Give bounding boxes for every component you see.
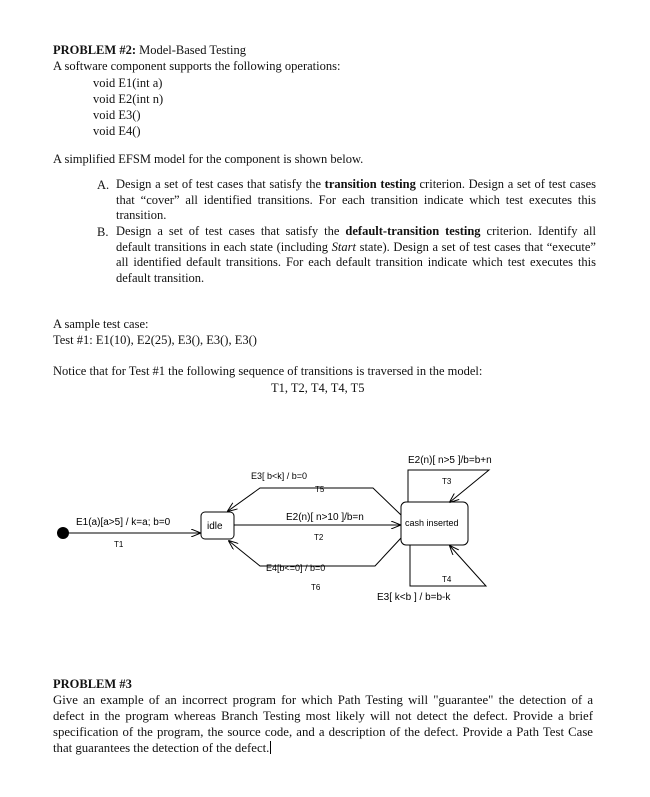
state-idle-label: idle [207,521,223,532]
transition-sequence: T1, T2, T4, T4, T5 [271,381,365,395]
problem3-text: Give an example of an incorrect program for which Path Testing will "guarantee" the detection of a defect in the program whereas Branch Testing most likely will not detect the defect. Provide a brief specification of the program, the source code, and a description of the defect. Provide a Path Test Case that guarantees the detection of the defect. [53,693,593,755]
text-cursor [270,741,271,754]
item-a-marker: A. [97,178,110,192]
notice-text: Notice that for Test #1 the following sequence of transitions is traversed in the model: [53,364,483,378]
t3-id: T3 [442,477,452,486]
item-a-part1: Design a set of test cases that satisfy the [116,177,325,191]
t6-id: T6 [311,583,321,592]
item-b-italic: Start [331,239,356,254]
efsm-diagram [0,440,650,615]
item-b-part3: state). Design a set of test cases that “execute” all identified default transitions. For each default transition indicate which test executes this default transition. [116,239,596,285]
operation-e4: void E4() [93,124,141,138]
sample-label: A sample test case: [53,317,149,331]
efsm-intro: A simplified EFSM model for the component is shown below. [53,152,364,166]
problem2-title: Model-Based Testing [139,43,246,57]
item-b-part1: Design a set of test cases that satisfy the [116,224,346,238]
t5-event: E3[ b<k] / b=0 [251,471,308,481]
problem2-intro: A software component supports the following operations: [53,59,341,73]
operation-e3: void E3() [93,108,141,122]
item-a-part2: criterion. Design a set of test cases that “cover” all identified transitions. For each transition indicate which test executes this transition. [116,177,596,222]
problem3-body[interactable] [53,692,593,756]
t2-event: E2(n)[ n>10 ]/b=n [286,512,364,523]
item-b-text [116,224,596,286]
t4-event: E3[ k<b ] / b=b-k [377,592,451,603]
t1-event: E1(a)[a>5] / k=a; b=0 [76,517,171,528]
t3-event: E2(n)[ n>5 ]/b=b+n [408,455,492,466]
item-a-bold: transition testing [324,177,416,191]
initial-state [57,527,69,539]
problem3-heading: PROBLEM #3 [53,677,132,691]
transition-t6 [229,538,401,566]
t5-id: T5 [315,485,325,494]
item-b-part2: criterion. Identify all default transitions in each state (including [116,224,596,254]
t1-id: T1 [114,540,124,549]
t2-id: T2 [314,533,324,542]
item-b-marker: B. [97,225,109,239]
problem2-title-line [53,42,246,58]
sample-test: Test #1: E1(10), E2(25), E3(), E3(), E3() [53,333,257,347]
operation-e2: void E2(int n) [93,92,164,106]
t4-id: T4 [442,575,452,584]
operation-e1: void E1(int a) [93,76,163,90]
item-a-text [116,177,596,224]
problem2-heading: PROBLEM #2: [53,43,136,57]
item-b-bold: default-transition testing [345,224,481,238]
transition-t3 [408,470,489,502]
t6-event: E4[b<=0] / b=0 [266,563,326,573]
state-cash-label: cash inserted [405,518,459,528]
